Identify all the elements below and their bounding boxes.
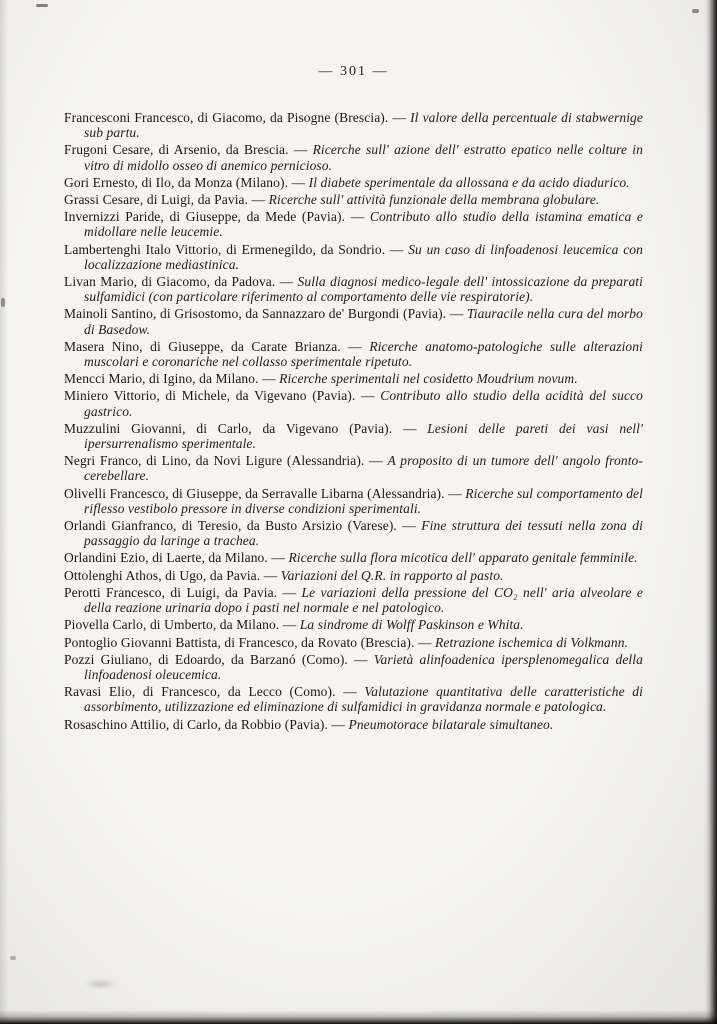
thesis-entry (64, 421, 643, 451)
thesis-entry (64, 142, 643, 172)
thesis-entry (64, 192, 643, 207)
entry-thesis-title: Contributo allo studio della acidità del succo gastrico. (84, 388, 643, 419)
entry-author-line: Perotti Francesco, di Luigi, da Pavia. — (64, 584, 302, 600)
thesis-entry (64, 371, 643, 386)
entry-thesis-title: Variazioni del Q.R. in rapporto al pasto. (280, 567, 504, 583)
entry-thesis-title: Fine struttura dei tessuti nella zona di passaggio da laringe a trachea. (84, 518, 643, 549)
thesis-entry (64, 209, 643, 239)
thesis-entry (64, 175, 643, 190)
entry-thesis-title: Tiauracile nella cura del morbo di Basedow. (84, 306, 643, 337)
entry-thesis-title: Ricerche sul comportamento del riflesso vestibolo pressore in diverse condizioni sperimentali. (84, 485, 643, 516)
entry-author-line: Masera Nino, di Giuseppe, da Carate Brianza. — (64, 338, 370, 354)
entry-author-line: Gori Ernesto, di Ilo, da Monza (Milano). — (64, 174, 309, 190)
entry-author-line: Livan Mario, di Giacomo, da Padova. — (64, 274, 298, 290)
entry-author-line: Negri Franco, di Lino, da Novi Ligure (Alessandria). — (64, 453, 388, 469)
thesis-entry (64, 568, 643, 583)
entry-thesis-title: La sindrome di Wolff Paskinson e Whita. (299, 617, 524, 633)
scan-speck (10, 956, 16, 960)
thesis-entry (64, 585, 643, 615)
entry-author-line: Invernizzi Paride, di Giuseppe, da Mede (Pavia). — (64, 209, 370, 225)
thesis-entry (64, 486, 643, 516)
entry-author-line: Pontoglio Giovanni Battista, di Francesco, da Rovato (Brescia). — (64, 634, 436, 650)
scan-edge-bottom (0, 1010, 717, 1024)
thesis-entry (64, 717, 643, 732)
entry-author-line: Miniero Vittorio, di Michele, da Vigevano (Pavia). — (64, 388, 381, 404)
entry-author-line: Frugoni Cesare, di Arsenio, da Brescia. — (64, 142, 313, 158)
entry-author-line: Piovella Carlo, di Umberto, da Milano. — (64, 617, 300, 633)
thesis-entry (64, 339, 643, 369)
entry-author-line: Pozzi Giuliano, di Edoardo, da Barzanó (Como). — (64, 651, 374, 667)
scan-smudge-bottom-left (84, 978, 118, 990)
thesis-entry (64, 306, 643, 336)
thesis-entry (64, 388, 643, 418)
entry-thesis-title: A proposito di un tumore dell' angolo fronto-cerebellare. (84, 453, 644, 484)
thesis-entry (64, 453, 643, 483)
thesis-entry-list (64, 110, 643, 732)
thesis-entry (64, 274, 643, 304)
thesis-entry (64, 684, 643, 714)
page-number: — 301 — (318, 64, 389, 79)
entry-author-line: Mainoli Santino, di Grisostomo, da Sannazzaro de' Burgondi (Pavia). — (64, 306, 467, 322)
entry-author-line: Orlandini Ezio, di Laerte, da Milano. — (64, 550, 289, 566)
entry-thesis-title: Pneumotorace bilatarale simultaneo. (348, 716, 554, 732)
entry-thesis-title: Contributo allo studio della istamina ematica e midollare nelle leucemie. (84, 209, 643, 240)
entry-thesis-title: Varietà alinfoadenica ipersplenomegalica della linfoadenosi oleucemica. (84, 651, 643, 682)
entry-author-line: Rosaschino Attilio, di Carlo, da Robbio (Pavia). — (64, 716, 349, 732)
thesis-entry (64, 617, 643, 632)
entry-thesis-title: Le variazioni della pressione del CO₂ nell' aria alveolare e della reazione urinaria dopo i pasti nel normale e nel patologico. (84, 584, 643, 616)
entry-thesis-title: Sulla diagnosi medico-legale dell' intossicazione da preparati sulfamidici (con particolare riferimento al comportamento delle vie respiratorie). (84, 274, 644, 305)
entry-thesis-title: Ricerche sull' attività funzionale della membrana globulare. (268, 192, 600, 208)
entry-thesis-title: Lesioni delle pareti dei vasi nell' ipersurrenalismo sperimentale. (84, 420, 643, 452)
entry-thesis-title: Valutazione quantitativa delle caratteristiche di assorbimento, utilizzazione ed eliminazione di sulfamidici in gravidanza normale e patologica. (84, 684, 643, 715)
thesis-entry (64, 242, 643, 272)
thesis-entry (64, 652, 643, 682)
entry-thesis-title: Il valore della percentuale di stabwernige sub partu. (84, 110, 643, 141)
thesis-entry (64, 635, 643, 650)
entry-thesis-title: Ricerche anatomo-patologiche sulle alterazioni muscolari e coronariche nel collasso sperimentale ripetuto. (84, 338, 643, 370)
entry-author-line: Ravasi Elio, di Francesco, da Lecco (Como). — (64, 684, 365, 700)
entry-thesis-title: Retrazione ischemica di Volkmann. (435, 634, 629, 650)
thesis-entry (64, 110, 643, 140)
entry-author-line: Muzzulini Giovanni, di Carlo, da Vigevano (Pavia). — (64, 420, 428, 436)
entry-author-line: Orlandi Gianfranco, di Teresio, da Busto Arsizio (Varese). — (64, 518, 422, 534)
entry-thesis-title: Ricerche sull' azione dell' estratto epatico nelle colture in vitro di midollo osseo di anemico pernicioso. (84, 142, 643, 173)
entry-author-line: Francesconi Francesco, di Giacomo, da Pisogne (Brescia). — (64, 110, 411, 125)
entry-author-line: Ottolenghi Athos, di Ugo, da Pavia. — (64, 567, 281, 583)
entry-thesis-title: Ricerche sperimentali nel cosidetto Moudrium novum. (279, 371, 578, 387)
entry-thesis-title: Il diabete sperimentale da allossana e da acido diadurico. (308, 174, 630, 190)
entry-thesis-title: Ricerche sulla flora micotica dell' apparato genitale femminile. (288, 550, 638, 566)
entry-thesis-title: Su un caso di linfoadenosi leucemica con localizzazione mediastinica. (84, 241, 643, 272)
entry-author-line: Grassi Cesare, di Luigi, da Pavia. — (64, 192, 269, 208)
thesis-entry (64, 550, 643, 565)
entry-author-line: Lambertenghi Italo Vittorio, di Ermenegildo, da Sondrio. — (64, 241, 409, 257)
entry-author-line: Olivelli Francesco, di Giuseppe, da Serravalle Libarna (Alessandria). — (64, 485, 466, 501)
entry-author-line: Mencci Mario, di Igino, da Milano. — (64, 371, 280, 387)
thesis-entry (64, 518, 643, 548)
